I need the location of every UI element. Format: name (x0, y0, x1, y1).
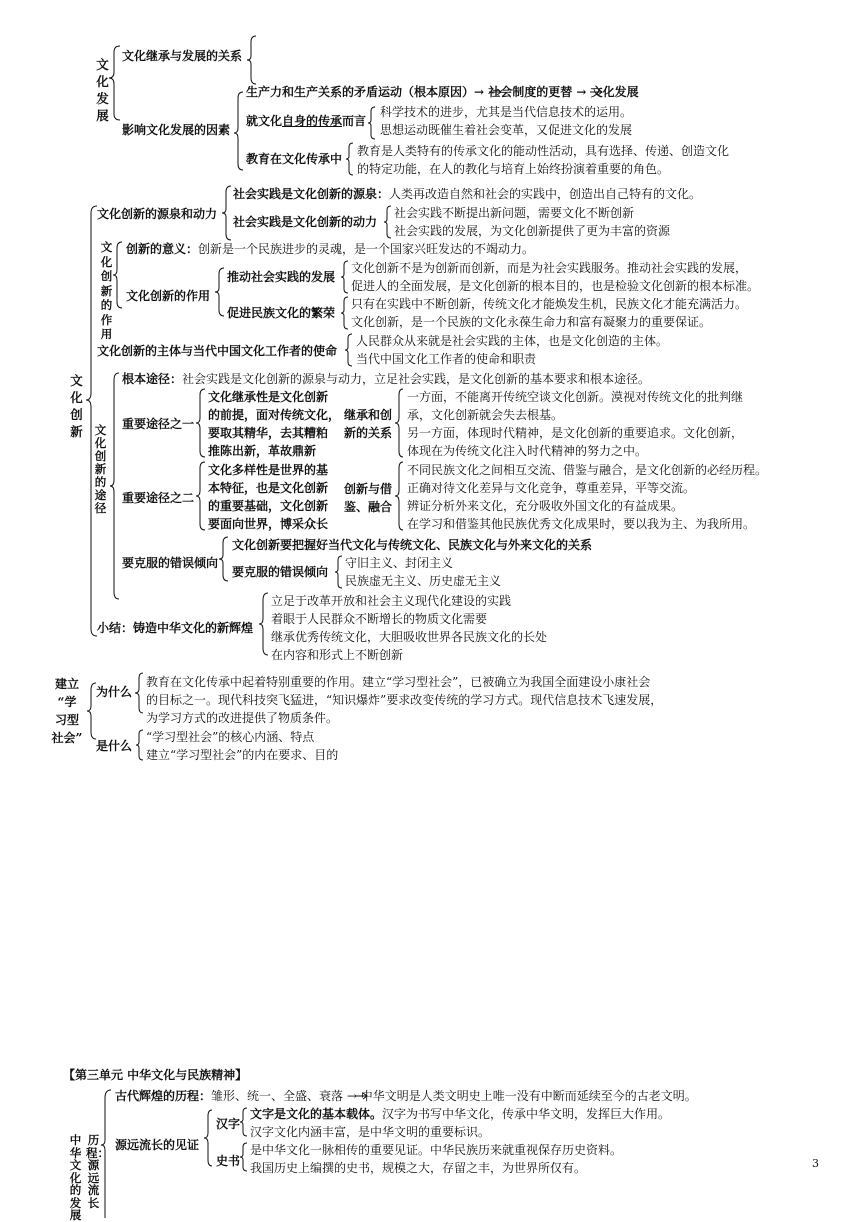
vertical-title-history: 历程：源远流长 (86, 1133, 109, 1210)
what-desc: “学习型社会”的核心内涵、特点 建立“学习型社会”的内在要求、目的 (146, 730, 339, 762)
row-influence-factors: 影响文化发展的因素 (122, 123, 231, 137)
brace (240, 1143, 247, 1171)
meaning: 创新的意义：创新是一个民族进步的灵魂，是一个国家兴旺发达的不竭动力。 (126, 242, 535, 256)
brace (87, 683, 96, 739)
basic-path: 根本途径：社会实践是文化创新的源泉与动力，立足社会实践，是文化创新的基本要求和根本途径。 (122, 372, 651, 386)
brace (335, 556, 342, 588)
page-number: 3 (812, 1157, 819, 1170)
avoid-label: 要克服的错误倾向 (122, 556, 219, 570)
shishu-desc-1: 是中华文化一脉相传的重要见证。中华民族历来就重视保存历史资料。 (250, 1143, 623, 1157)
brace (259, 593, 268, 655)
way-one-text: 文化继承性是文化创新 的前提，面对传统文化， 要取其精华，去其糟粕 推陈出新，革故鼎新 (208, 390, 341, 458)
source-b1: 社会实践不断提出新问题，需要文化不断创新 (394, 206, 635, 220)
ancient-history: 古代辉煌的历程：雏形、统一、全盛、衰落 → 中华文明是人类文明史上唯一没有中断而延续至今的古老文明。 (115, 1089, 697, 1103)
education-desc-1: 教育是人类特有的传承文化的能动性活动，具有选择、传递、创造文化 (357, 144, 730, 158)
why-desc: 教育在文化传承中起着特别重要的作用。建立“学习型社会”，已被确立为我国全面建设小康社会 的目标之一。现代科技突飞猛进，“知识爆炸”要求改变传统的学习方式。现代信息技术飞速发展， 为学习方式的改进提供了物质条件。 (146, 675, 663, 725)
brace (215, 268, 224, 316)
shishu-desc-2: 我国历史上编撰的史书，规模之大，存留之丰，为世界所仅有。 (250, 1161, 587, 1175)
push-desc-1: 文化创新不是为创新而创新，而是为社会实践服务。推动社会实践的发展， (351, 261, 748, 275)
brace (222, 186, 231, 240)
hanzi-label: 汉字 (216, 1117, 241, 1131)
row-inheritance-relation: 文化继承与发展的关系 (122, 49, 243, 63)
witness-label: 源远流长的见证 (115, 1138, 200, 1152)
shishu-label: 史书 (216, 1154, 241, 1168)
brace (234, 92, 243, 170)
brace (395, 462, 403, 530)
way-two-desc: 不同民族文化之间相互交流、借鉴与融合，是文化创新的必经历程。 正确对待文化差异与文化竞争，尊重差异，平等交流。 辨证分析外来文化，充分吸收外国文化的有益成果。 在学习和借鉴其他民族优秀文化成果时，要以我为主、为我所用。 (407, 463, 768, 531)
promote-desc-1: 只有在实践中不断创新，传统文化才能焕发生机，民族文化才能充满活力。 (351, 297, 748, 311)
way-one-label: 重要途径之一 (122, 417, 195, 431)
section-title-learning-society: 建立 “学 习型 社会” (51, 677, 83, 745)
why-label: 为什么 (96, 685, 133, 699)
factor-thought: 思想运动既催生着社会变革，又促进文化的发展 (380, 123, 633, 137)
promote-desc-2: 文化创新，是一个民族的文化永葆生命力和富有凝聚力的重要保证。 (351, 315, 712, 329)
source-a: 社会实践是文化创新的源泉：人类再改造自然和社会的实践中，创造出自己特有的文化。 (233, 187, 702, 201)
unit-title: 【第三单元 中华文化与民族精神】 (63, 1068, 248, 1082)
avoid-b: 要克服的错误倾向 (232, 565, 329, 579)
factor-productivity: 生产力和生产关系的矛盾运动（根本原因）→ 社会制度的更替 → 文化发展 (246, 85, 639, 99)
brace (86, 206, 97, 636)
role-push: 推动社会实践的发展 (227, 270, 336, 284)
role-promote: 促进民族文化的繁荣 (227, 306, 336, 320)
section-title-culture-development: 文化发展 (96, 57, 109, 123)
brace (196, 462, 205, 530)
brace (196, 389, 205, 457)
source-b: 社会实践是文化创新的动力 (233, 215, 378, 229)
education-desc-2: 的特定功能，在人的教化与培育上始终扮演着重要的角色。 (357, 162, 670, 176)
what-label: 是什么 (96, 739, 133, 753)
brace (346, 143, 353, 175)
brace (384, 206, 391, 238)
way-one-relation: 继承和创 新的关系 (344, 408, 393, 440)
hanzi-desc-1: 文字是文化的基本载体。汉字为书写中华文化，传承中华文明，发挥巨大作用。 (250, 1107, 671, 1121)
way-two-relation: 创新与借 鉴、融合 (344, 482, 393, 514)
vertical-title-development: 中华文化的发展 (69, 1133, 82, 1222)
avoid-b1: 守旧主义、封闭主义 (345, 556, 454, 570)
brace (368, 107, 375, 139)
summary-items: 立足于改革开放和社会主义现代化建设的实践 着眼于人民群众不断增长的物质文化需要 继承优秀传统文化，大胆吸收世界各民族文化的长处 在内容和形式上不断创新 (271, 594, 548, 662)
summary-label: 小结：铸造中华文化的新辉煌 (97, 621, 254, 635)
section-title-culture-innovation: 文化创新 (70, 373, 83, 439)
subject-desc-2: 当代中国文化工作者的使命和职责 (356, 352, 537, 366)
role-vertical-title: 文化创新的作用 (100, 240, 113, 341)
factor-tech: 科学技术的进步，尤其是当代信息技术的运用。 (380, 105, 633, 119)
path-vertical-title: 文化创新的途径 (94, 423, 107, 515)
brace (219, 537, 228, 581)
subject-desc-1: 人民群众从来就是社会实践的主体，也是文化创造的主体。 (356, 334, 669, 348)
way-two-text: 文化多样性是世界的基 本特征，也是文化创新 的重要基础，文化创新 要面向世界，博采众长 (208, 463, 329, 531)
brace (109, 46, 120, 120)
factor-education: 教育在文化传承中 (246, 152, 343, 166)
role-label: 文化创新的作用 (126, 289, 211, 303)
way-one-desc: 一方面，不能离开传统空谈文化创新。漠视对传统文化的批判继 承，文化创新就会失去根基。 另一方面，体现时代精神，是文化创新的重要追求。文化创新， 体现在为传统文化注入时代精神的努力之中。 (407, 390, 744, 458)
factor-self-inheritance: 就文化自身的传承而言 (246, 114, 367, 128)
brace (247, 36, 256, 84)
brace (113, 242, 122, 308)
subject-label: 文化创新的主体与当代中国文化工作者的使命 (97, 344, 338, 358)
hanzi-desc-2: 汉字文化内涵丰富，是中华文明的重要标识。 (250, 1125, 491, 1139)
brace (345, 334, 352, 366)
brace (395, 389, 403, 457)
avoid-b2: 民族虚无主义、历史虚无主义 (345, 574, 502, 588)
source-b2: 社会实践的发展，为文化创新提供了更为丰富的资源 (394, 224, 671, 238)
way-two-label: 重要途径之二 (122, 491, 195, 505)
brace (136, 730, 143, 760)
brace (135, 673, 143, 713)
brace (341, 297, 348, 329)
avoid-a: 文化创新要把握好当代文化与传统文化、民族文化与外来文化的关系 (232, 538, 593, 552)
brace (341, 261, 348, 293)
brace (204, 1110, 212, 1166)
source-label: 文化创新的源泉和动力 (97, 207, 218, 221)
push-desc-2: 促进人的全面发展，是文化创新的根本目的，也是检验文化创新的根本标准。 (351, 279, 760, 293)
brace (110, 373, 119, 599)
brace (240, 1108, 247, 1136)
